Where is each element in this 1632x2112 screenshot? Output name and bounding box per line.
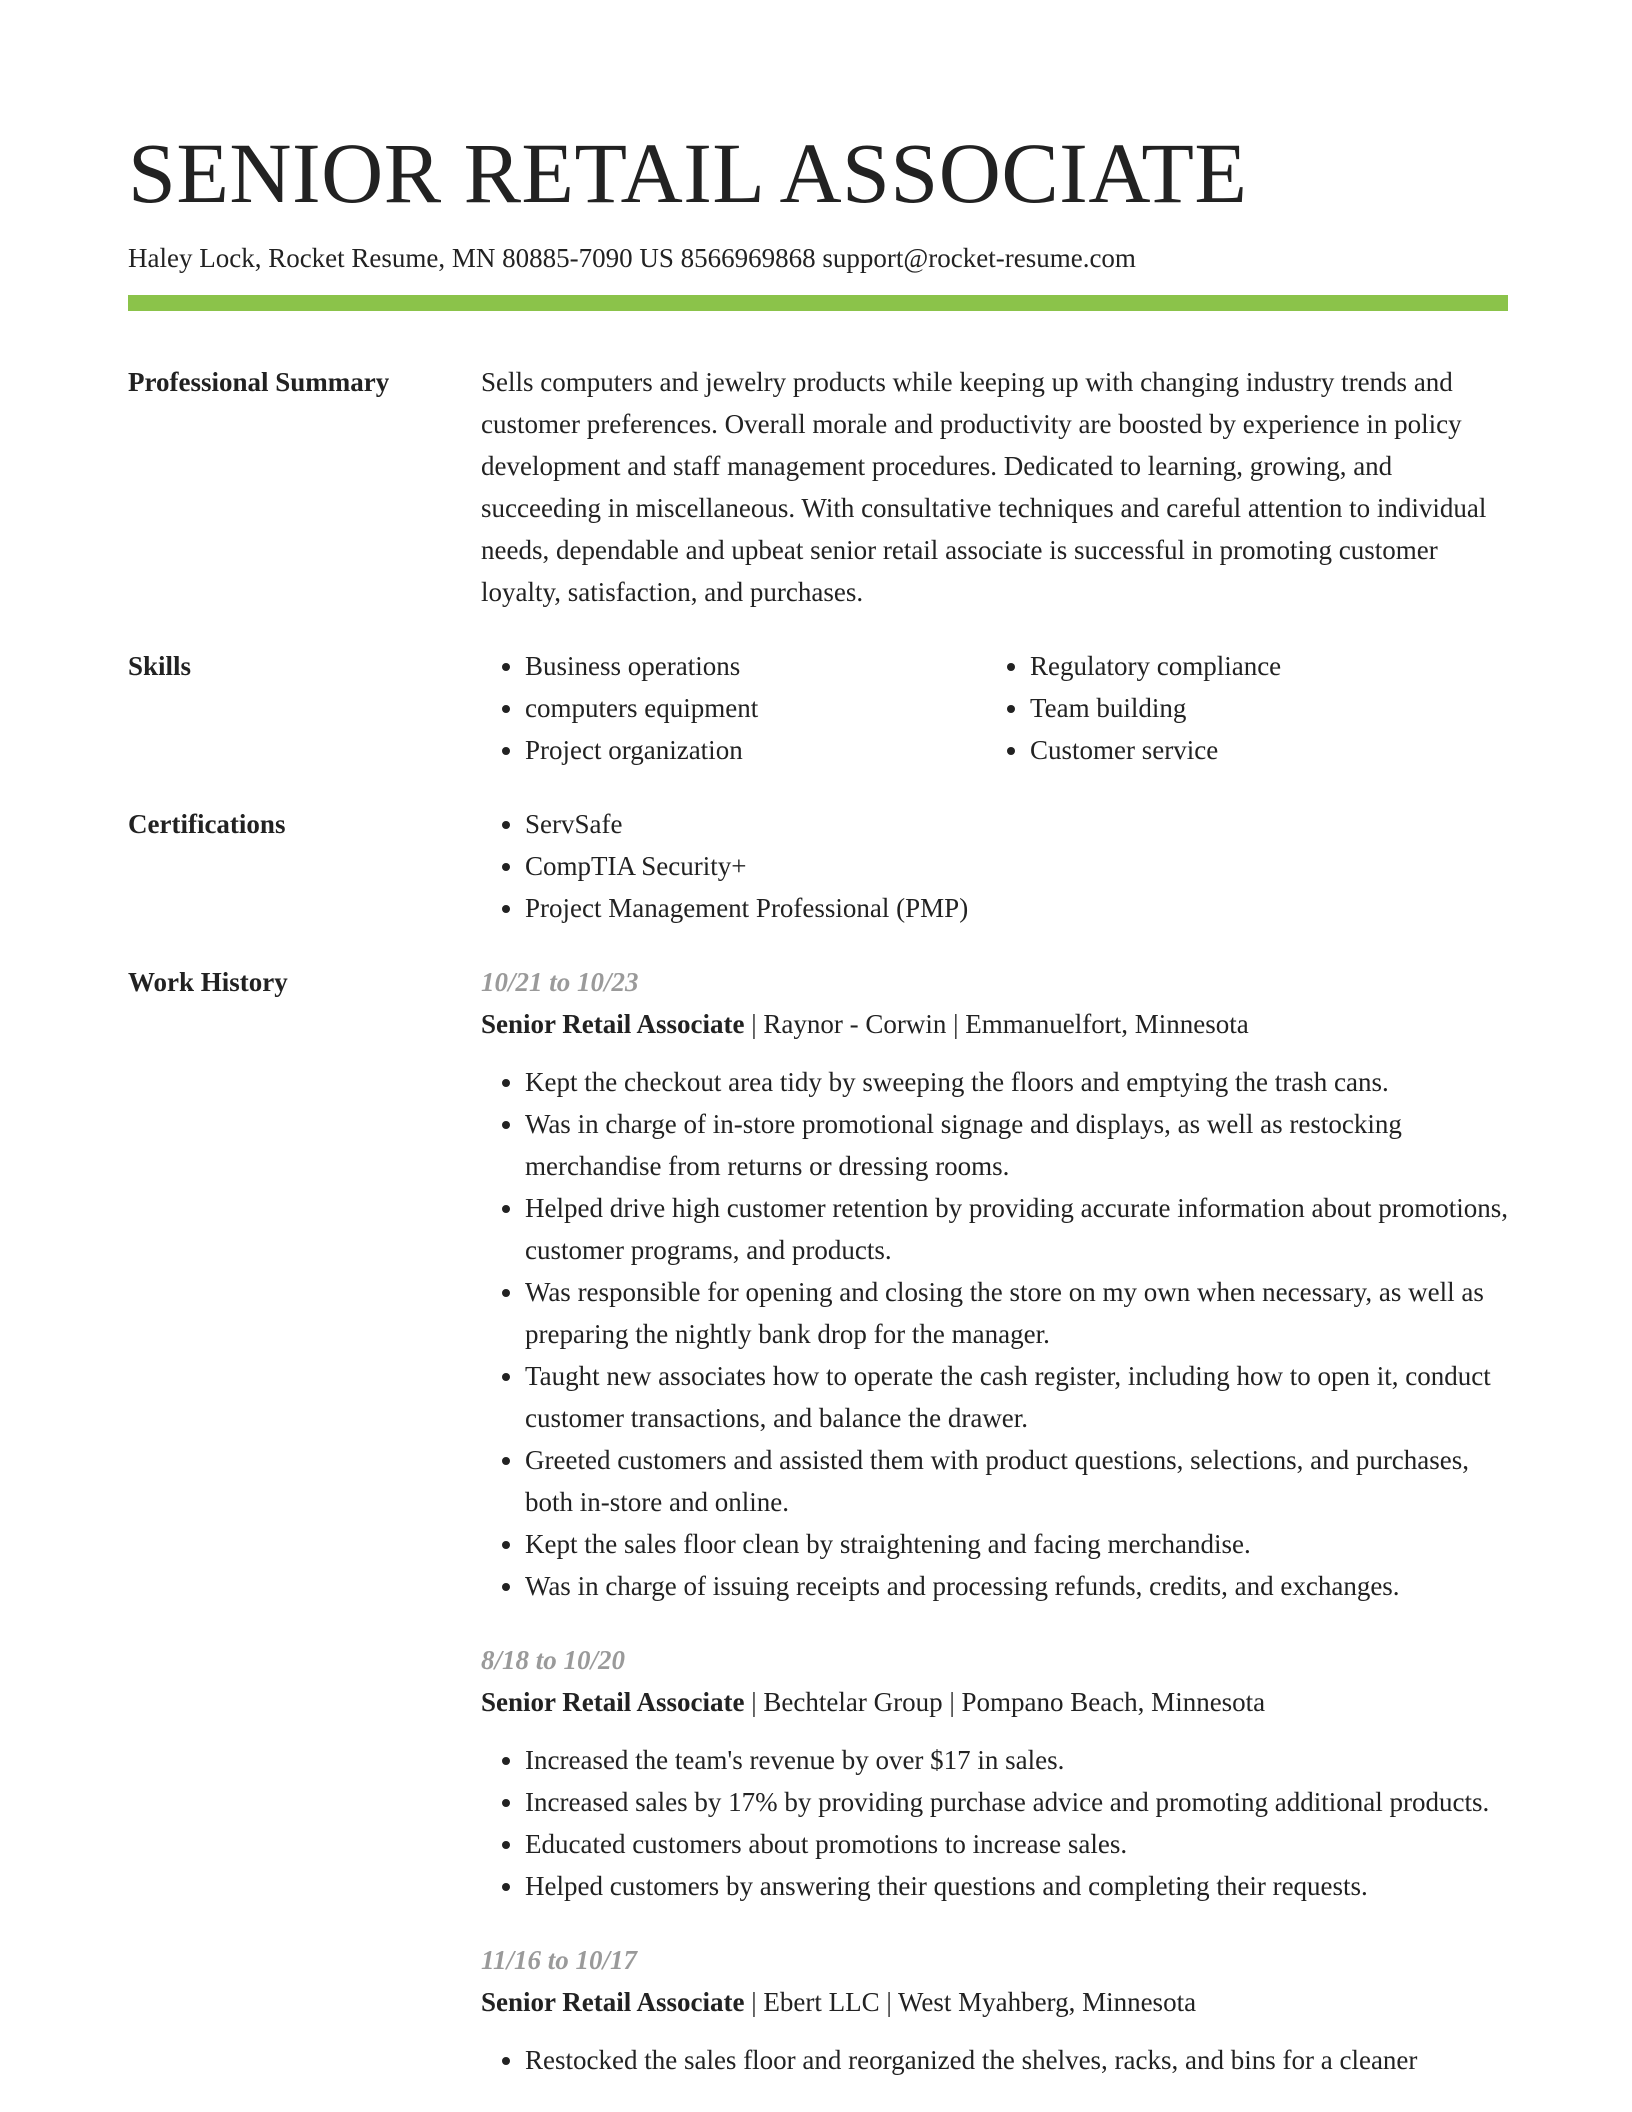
skill-item: • Business operations [525,645,986,687]
resume-page [128,0,1508,2081]
job-heading [481,1681,1508,1723]
job-dates: 8/18 to 10/20 [481,1645,626,1675]
job-bullet: • Increased the team's revenue by over $17 in sales. [525,1739,1508,1781]
work-history-label: Work History [128,967,288,997]
job-role: Senior Retail Associate [481,1987,745,2017]
job-dates: 11/16 to 10/17 [481,1945,638,1975]
job-bullet: • Increased sales by 17% by providing purchase advice and promoting additional products. [525,1781,1508,1823]
job-details: | Bechtelar Group | Pompano Beach, Minnesota [744,1687,1266,1717]
certification-item: • CompTIA Security+ [525,845,1508,887]
skills-grid [481,645,1508,771]
job-entry [481,1639,1508,1907]
certifications-section [128,803,1508,929]
summary-section [128,361,1508,613]
skill-item: • Regulatory compliance [1030,645,1491,687]
job-dates: 10/21 to 10/23 [481,967,639,997]
job-entry [481,1939,1508,2081]
job-bullets [481,2039,1508,2081]
job-details: | Raynor - Corwin | Emmanuelfort, Minnesota [744,1009,1249,1039]
skills-list-right [986,645,1491,771]
summary-text: Sells computers and jewelry products while keeping up with changing industry trends and customer preferences. Overall morale and productivity are boosted by experience in policy development and staff management procedures. Dedicated to learning, growing, and succeeding in miscellaneous. With consultative techniques and careful attention to individual needs, dependable and upbeat senior retail associate is successful in promoting customer loyalty, satisfaction, and purchases. [481,367,1487,607]
job-entry [481,961,1508,1607]
job-bullet: • Educated customers about promotions to increase sales. [525,1823,1508,1865]
job-bullet: • Greeted customers and assisted them with product questions, selections, and purchases, both in-store and online. [525,1439,1508,1523]
job-bullet: • Kept the sales floor clean by straightening and facing merchandise. [525,1523,1508,1565]
resume-title: SENIOR RETAIL ASSOCIATE [128,125,1248,221]
certification-item: • ServSafe [525,803,1508,845]
header-divider [128,295,1508,311]
job-details: | Ebert LLC | West Myahberg, Minnesota [744,1987,1197,2017]
job-heading [481,1003,1508,1045]
contact-info: Haley Lock, Rocket Resume, MN 80885-7090 US 8566969868 support@rocket-resume.com [128,243,1136,273]
certifications-label: Certifications [128,809,286,839]
job-bullet: • Was in charge of in-store promotional signage and displays, as well as restocking merchandise from returns or dressing rooms. [525,1103,1508,1187]
job-bullet: • Was in charge of issuing receipts and processing refunds, credits, and exchanges. [525,1565,1508,1607]
certification-item: • Project Management Professional (PMP) [525,887,1508,929]
skill-item: • Customer service [1030,729,1491,771]
skills-list-left [481,645,986,771]
job-bullet: • Kept the checkout area tidy by sweeping the floors and emptying the trash cans. [525,1061,1508,1103]
skills-section [128,645,1508,771]
certifications-list [481,803,1508,929]
skill-item: • Project organization [525,729,986,771]
job-bullets [481,1739,1508,1907]
job-bullet: • Helped customers by answering their questions and completing their requests. [525,1865,1508,1907]
job-bullet: • Restocked the sales floor and reorganized the shelves, racks, and bins for a cleaner [525,2039,1508,2081]
skill-item: • computers equipment [525,687,986,729]
skill-item: • Team building [1030,687,1491,729]
skills-label: Skills [128,651,192,681]
summary-label: Professional Summary [128,367,390,397]
job-bullets [481,1061,1508,1607]
job-role: Senior Retail Associate [481,1009,745,1039]
job-bullet: • Was responsible for opening and closing the store on my own when necessary, as well as preparing the nightly bank drop for the manager. [525,1271,1508,1355]
job-bullet: • Helped drive high customer retention by providing accurate information about promotions, customer programs, and products. [525,1187,1508,1271]
job-heading [481,1981,1508,2023]
job-bullet: • Taught new associates how to operate the cash register, including how to open it, conduct customer transactions, and balance the drawer. [525,1355,1508,1439]
job-role: Senior Retail Associate [481,1687,745,1717]
work-history-section [128,961,1508,2081]
